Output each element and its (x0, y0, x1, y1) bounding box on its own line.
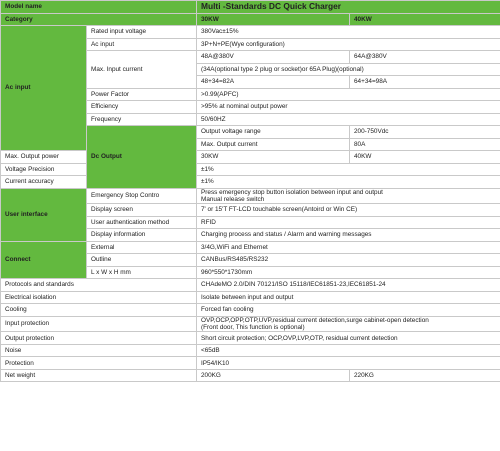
param-value: 50/60HZ (197, 113, 500, 126)
section-connect: Connect (1, 241, 87, 279)
param-label: Output voltage range (197, 126, 350, 139)
param-label: Output protection (1, 332, 197, 345)
param-label: Voltage Precision (1, 163, 87, 176)
param-label: Protocols and standards (1, 279, 197, 292)
param-label: Current accuracy (1, 176, 87, 189)
param-label: Protection (1, 357, 197, 370)
param-label: Frequency (87, 113, 197, 126)
param-value: >0.99(APFC) (197, 88, 500, 101)
param-label: Outline (87, 254, 197, 267)
param-note: (34A(optional type 2 plug or socket)or 65A Plug)(optional) (197, 63, 500, 76)
param-value-40kw: 64A@380V (350, 51, 500, 64)
param-value: Forced fan cooling (197, 304, 500, 317)
param-value: ±1% (197, 163, 500, 176)
table-row (1, 241, 500, 254)
param-value-30kw: 48A@380V (197, 51, 350, 64)
param-value (197, 188, 500, 204)
param-label: External (87, 241, 197, 254)
section-user-interface: User interface (1, 188, 87, 241)
param-label: Net weight (1, 369, 197, 382)
param-value-line: OVP,OCP,OPP,OTP,UVP,residual current detection,surge cabinet-open detection (201, 316, 429, 324)
param-value-30kw: 80A (350, 138, 500, 151)
param-label: Max. Output current (197, 138, 350, 151)
param-label: Display information (87, 229, 197, 242)
col-40kw-header: 40KW (350, 13, 500, 26)
model-name-label: Model name (1, 1, 197, 14)
table-row (1, 369, 500, 382)
table-row (1, 344, 500, 357)
table-row (1, 188, 500, 204)
param-value: >95% at nominal output power (197, 101, 500, 114)
param-label: Ac input (87, 38, 197, 51)
param-value (197, 316, 500, 332)
param-value: 960*550*1730mm (197, 266, 500, 279)
table-row (1, 304, 500, 317)
table-row (1, 332, 500, 345)
param-value: 7' or 15'T FT-LCD touchable screen(Antoird or Win CE) (197, 204, 500, 217)
param-value-40kw: 40KW (350, 151, 500, 164)
param-label: Noise (1, 344, 197, 357)
table-row (1, 151, 500, 164)
param-value-line: (Front door, This function is optional) (201, 324, 305, 332)
param-value: 3/4G,WiFi and Ethernet (197, 241, 500, 254)
model-name-value: Multi -Standards DC Quick Charger (197, 1, 500, 14)
param-value: Isolate between input and output (197, 291, 500, 304)
param-value-30kw: 30KW (197, 151, 350, 164)
param-value: 380Vac±15% (197, 26, 500, 39)
param-label: Efficiency (87, 101, 197, 114)
table-row (1, 176, 500, 189)
param-value: 200-750Vdc (350, 126, 500, 139)
param-value: CHAdeMO 2.0/DIN 70121/ISO 15118/IEC61851-23,IEC61851-24 (197, 279, 500, 292)
table-row (1, 291, 500, 304)
param-value: Short circuit protection; OCP,OVP,LVP,OTP, residual current detection (197, 332, 500, 345)
param-label: Power Factor (87, 88, 197, 101)
param-label: L x W x H mm (87, 266, 197, 279)
param-label: Electrical isolation (1, 291, 197, 304)
param-label: Display screen (87, 204, 197, 217)
table-row (1, 163, 500, 176)
param-label: Emergency Stop Contro (87, 188, 197, 204)
param-value: Charging process and status / Alarm and warning messages (197, 229, 500, 242)
param-value-40kw: 220KG (350, 369, 500, 382)
category-label: Category (1, 13, 197, 26)
table-row (1, 279, 500, 292)
param-label: Cooling (1, 304, 197, 317)
col-30kw-header: 30KW (197, 13, 350, 26)
param-value: IP54/IK10 (197, 357, 500, 370)
param-label: Max. Output power (1, 151, 87, 164)
table-row (1, 316, 500, 332)
param-value: ±1% (197, 176, 500, 189)
param-value: RFID (197, 216, 500, 229)
param-value: 3P+N+PE(Wye configuration) (197, 38, 500, 51)
param-value-line: Manual release switch (201, 195, 265, 203)
model-name-row (1, 1, 500, 14)
param-label: Rated input voltage (87, 26, 197, 39)
section-ac-input: Ac input (1, 26, 87, 151)
param-value-30kw: 48+34=82A (197, 76, 350, 89)
param-label: User authentication method (87, 216, 197, 229)
param-value-line: Press emergency stop button isolation between input and output (201, 188, 383, 196)
param-label: Input protection (1, 316, 197, 332)
table-row (1, 357, 500, 370)
param-value-40kw: 64+34=98A (350, 76, 500, 89)
param-value: CANBus/RS485/RS232 (197, 254, 500, 267)
param-value-30kw: 200KG (197, 369, 350, 382)
category-row (1, 13, 500, 26)
param-value: <65dB (197, 344, 500, 357)
param-label: Max. Input current (87, 51, 197, 89)
table-row (1, 26, 500, 39)
section-dc-output: Dc Output (87, 126, 197, 189)
